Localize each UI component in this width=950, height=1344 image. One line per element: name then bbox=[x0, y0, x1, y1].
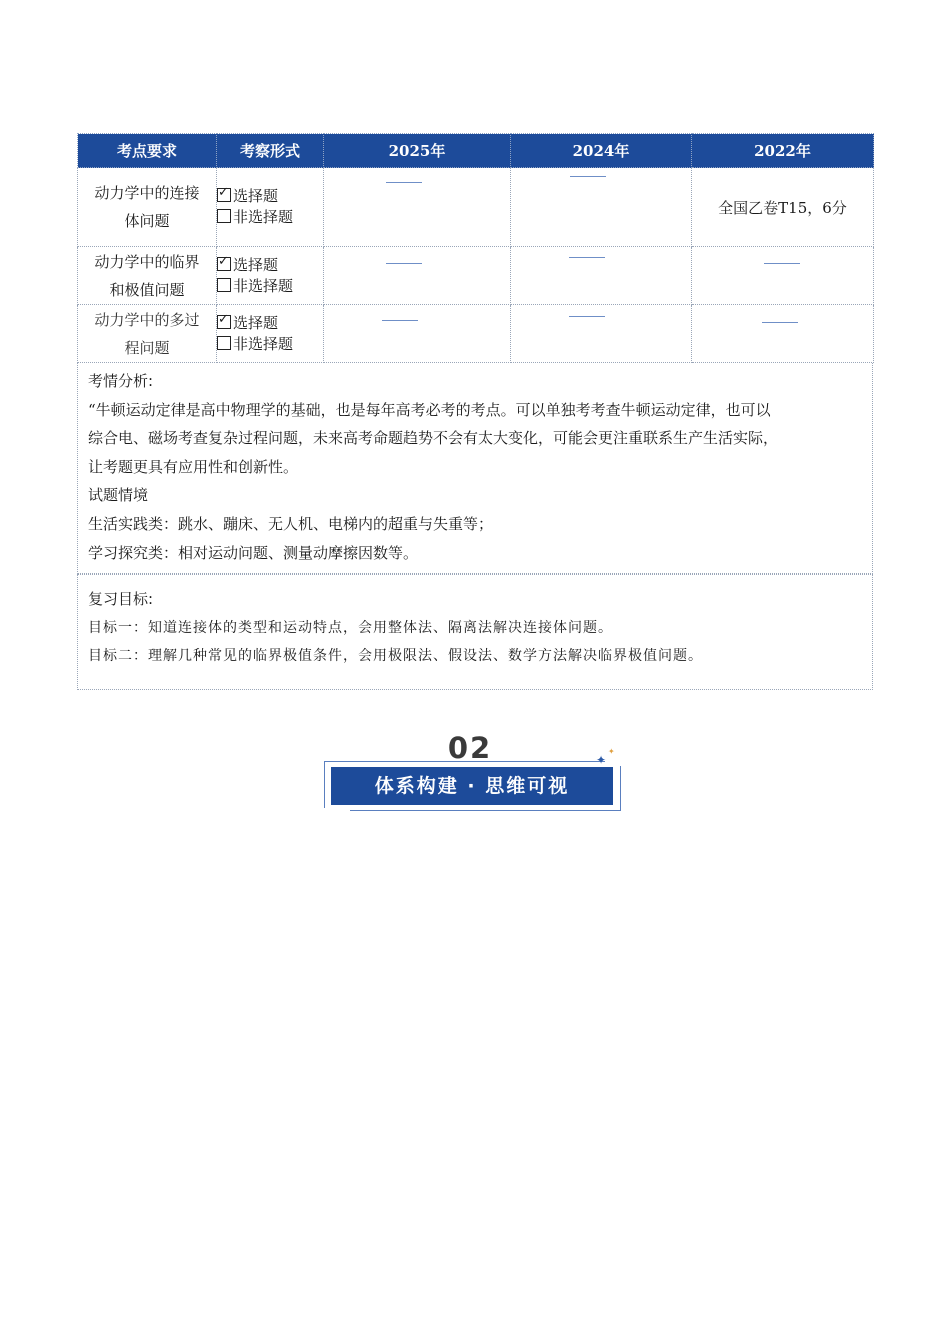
header-form: 考察形式 bbox=[217, 134, 324, 168]
option-choice: ✓选择题 bbox=[217, 255, 323, 276]
goals-section bbox=[77, 574, 873, 690]
form-cell bbox=[217, 305, 324, 363]
analysis-line: 综合电、磁场考查复杂过程问题，未来高考命题趋势不会有太大变化，可能会更注重联系生产生活实际， bbox=[88, 429, 779, 448]
topic-line: 体问题 bbox=[124, 212, 170, 230]
empty-box-icon bbox=[217, 209, 231, 223]
analysis-line: 试题情境 bbox=[88, 486, 149, 505]
topic-line: 动力学中的多过 bbox=[94, 310, 200, 329]
topic-line: 程问题 bbox=[124, 338, 170, 357]
goals-heading: 复习目标: bbox=[88, 590, 154, 609]
cell-2024 bbox=[511, 168, 692, 247]
cell-2022 bbox=[692, 305, 874, 363]
topic-line: 和极值问题 bbox=[109, 280, 185, 299]
header-2024: 2024年 bbox=[511, 134, 692, 168]
topic-cell bbox=[78, 247, 217, 305]
exam-table bbox=[77, 133, 874, 363]
cell-2022: 全国乙卷T15，6分 bbox=[692, 168, 874, 247]
option-nonchoice: 非选择题 bbox=[217, 334, 323, 355]
sparkle-icon: ✦ bbox=[596, 753, 607, 767]
empty-box-icon bbox=[217, 278, 231, 292]
cell-2025 bbox=[324, 305, 511, 363]
cell-2024 bbox=[511, 305, 692, 363]
checked-box-icon bbox=[217, 257, 231, 271]
topic-line: 动力学中的连接 bbox=[94, 184, 200, 202]
dash-placeholder bbox=[569, 316, 605, 317]
analysis-line: 学习探究类：相对运动问题、测量动摩擦因数等。 bbox=[88, 543, 419, 562]
sparkle-small-icon: ✦ bbox=[608, 747, 615, 756]
option-choice: ✓选择题 bbox=[217, 186, 323, 207]
topic-cell bbox=[78, 305, 217, 363]
checked-box-icon bbox=[217, 315, 231, 329]
header-requirement: 考点要求 bbox=[78, 134, 217, 168]
table-row bbox=[78, 305, 874, 363]
table-row bbox=[78, 247, 874, 305]
topic-line: 动力学中的临界 bbox=[94, 252, 200, 271]
dash-placeholder bbox=[764, 263, 800, 264]
form-cell bbox=[217, 168, 324, 247]
checked-box-icon bbox=[217, 188, 231, 202]
header-2022: 2022年 bbox=[692, 134, 874, 168]
analysis-section bbox=[77, 363, 873, 574]
dash-placeholder bbox=[569, 257, 605, 258]
cell-2024 bbox=[511, 247, 692, 305]
option-nonchoice: 非选择题 bbox=[217, 276, 323, 297]
cell-2022 bbox=[692, 247, 874, 305]
option-choice: ✓选择题 bbox=[217, 313, 323, 334]
dash-placeholder bbox=[382, 320, 418, 321]
dash-placeholder bbox=[386, 182, 422, 183]
table-row bbox=[78, 168, 874, 247]
option-nonchoice: 非选择题 bbox=[217, 207, 323, 228]
empty-box-icon bbox=[217, 336, 231, 350]
goal-line: 目标二：理解几种常见的临界极值条件，会用极限法、假设法、数学方法解决临界极值问题。 bbox=[88, 648, 703, 665]
header-2025: 2025年 bbox=[324, 134, 511, 168]
section-number: 02 bbox=[447, 731, 493, 765]
dash-placeholder bbox=[762, 322, 798, 323]
analysis-line: “牛顿运动定律是高中物理学的基础，也是每年高考必考的考点。可以单独考考查牛顿运动定律，也可以 bbox=[88, 400, 771, 419]
analysis-line: 生活实践类：跳水、蹦床、无人机、电梯内的超重与失重等； bbox=[88, 514, 494, 533]
form-cell bbox=[217, 247, 324, 305]
goal-line: 目标一：知道连接体的类型和运动特点，会用整体法、隔离法解决连接体问题。 bbox=[88, 619, 613, 636]
table-header-row bbox=[78, 134, 874, 168]
topic-cell bbox=[78, 168, 217, 247]
section-heading bbox=[322, 730, 622, 812]
dash-placeholder bbox=[386, 263, 422, 264]
section-title-banner: 体系构建 · 思维可视 bbox=[331, 767, 613, 805]
cell-2025 bbox=[324, 168, 511, 247]
cell-2025 bbox=[324, 247, 511, 305]
analysis-heading: 考情分析: bbox=[88, 372, 154, 390]
analysis-line: 让考题更具有应用性和创新性。 bbox=[88, 457, 299, 476]
exam-overview-sheet bbox=[77, 133, 873, 690]
dash-placeholder bbox=[570, 176, 606, 177]
